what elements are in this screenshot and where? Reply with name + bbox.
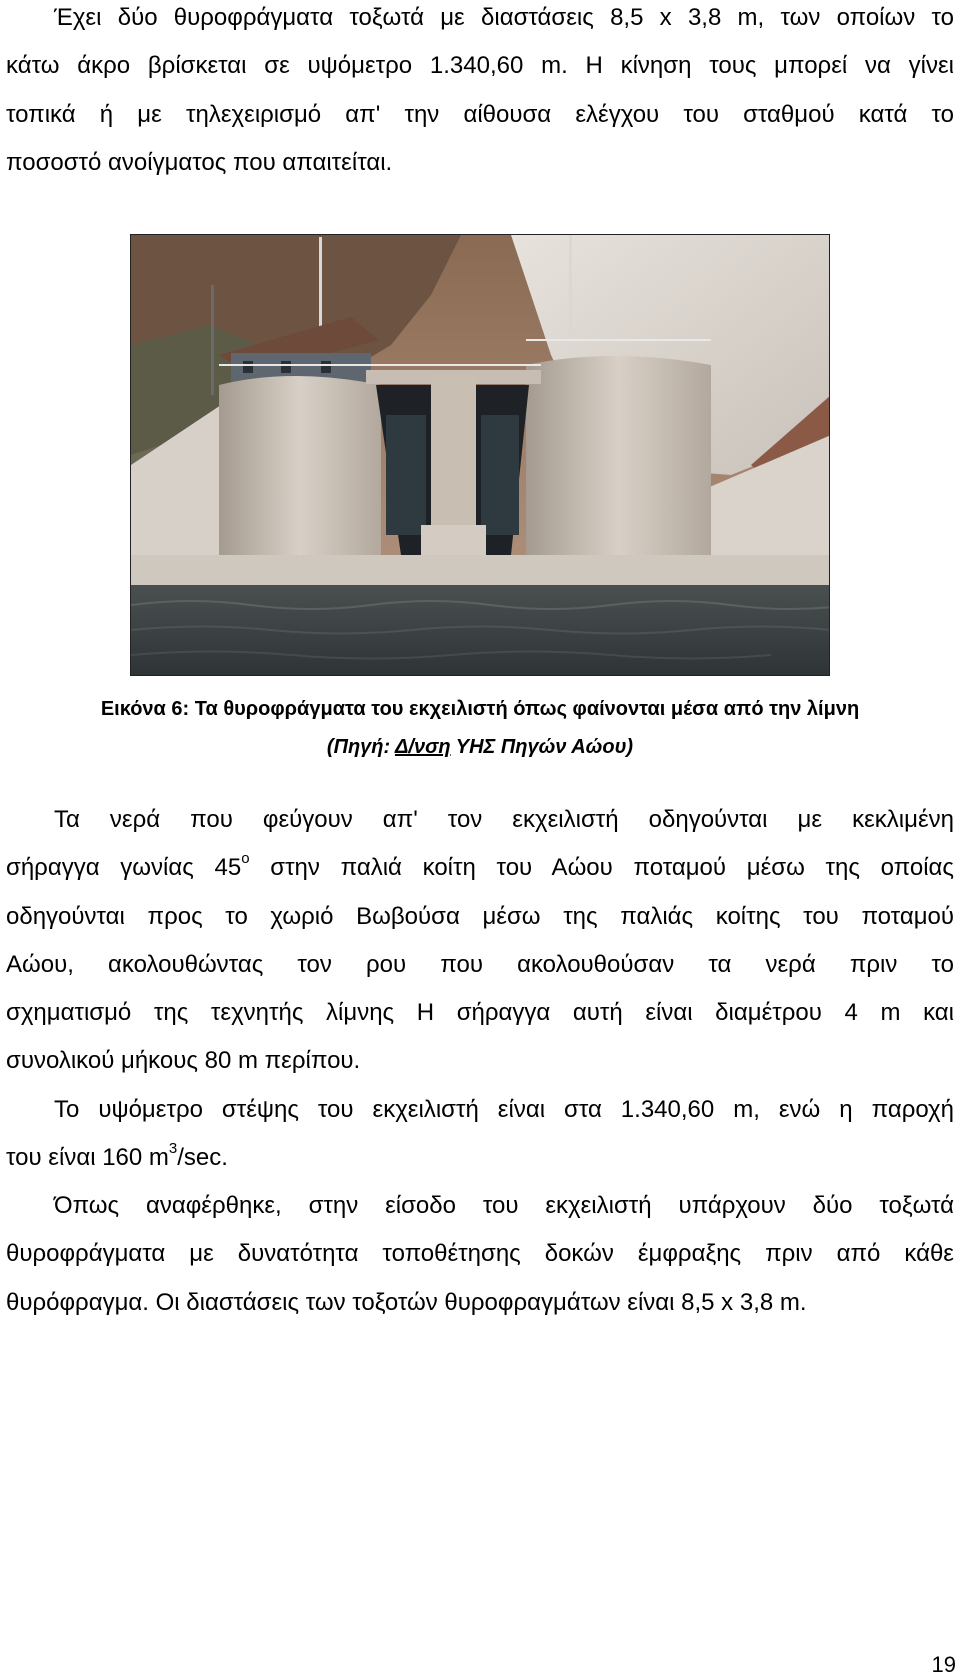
degree-superscript: ο — [241, 850, 250, 868]
paragraph-2 — [6, 796, 954, 1086]
text-line: θυρόφραγμα. Οι διαστάσεις των τοξοτών θυροφραγμάτων είναι 8,5 x 3,8 m. — [6, 1288, 807, 1316]
text-fragment: του είναι 160 m — [6, 1144, 169, 1172]
source-underlined: Δ/νση — [394, 736, 451, 758]
spillway-gates-photo — [130, 234, 830, 676]
text-line: οδηγούνται προς το χωριό Βωβούσα μέσω της παλιάς κοίτης του ποταμού — [6, 902, 954, 930]
text-line: Έχει δύο θυροφράγματα τοξωτά με διαστάσεις 8,5 x 3,8 m, των οποίων το — [54, 4, 954, 31]
figure-source — [0, 736, 960, 759]
text-line: σχηματισμό της τεχνητής λίμνης Η σήραγγα αυτή είναι διαμέτρου 4 m και — [6, 999, 954, 1027]
text-fragment: /sec. — [177, 1144, 228, 1172]
text-line: θυροφράγματα με δυνατότητα τοποθέτησης δοκών έμφραξης πριν από κάθε — [6, 1240, 954, 1268]
source-suffix: ΥΗΣ Πηγών Αώου) — [450, 736, 634, 758]
figure-caption: Εικόνα 6: Τα θυροφράγματα του εκχειλιστή όπως φαίνονται μέσα από την λίμνη — [100, 698, 860, 720]
text-fragment: στην παλιά κοίτη του Αώου ποταμού μέσω της οποίας — [249, 854, 954, 882]
paragraph-3 — [6, 1086, 954, 1183]
text-line: ποσοστό ανοίγματος που απαιτείται. — [6, 148, 393, 176]
paragraph-4 — [6, 1182, 954, 1327]
text-line: συνολικού μήκους 80 m περίπου. — [6, 1047, 361, 1075]
text-line: Τα νερά που φεύγουν απ' τον εκχειλιστή οδηγούνται με κεκλιμένη — [54, 806, 954, 833]
text-line: Όπως αναφέρθηκε, στην είσοδο του εκχειλιστή υπάρχουν δύο τοξωτά — [54, 1192, 954, 1219]
text-line — [6, 1134, 954, 1182]
source-prefix: (Πηγή: — [326, 736, 395, 758]
page-number: 19 — [931, 1652, 956, 1677]
text-line: τοπικά ή με τηλεχειρισμό απ' την αίθουσα ελέγχου του σταθμού κατά το — [6, 100, 954, 128]
text-line: Το υψόμετρο στέψης του εκχειλιστή είναι στα 1.340,60 m, ενώ η παροχή — [54, 1096, 954, 1123]
text-line: κάτω άκρο βρίσκεται σε υψόμετρο 1.340,60 m. Η κίνηση τους μπορεί να γίνει — [6, 52, 954, 80]
text-line: Αώου, ακολουθώντας τον ρου που ακολουθούσαν τα νερά πριν το — [6, 950, 954, 978]
text-fragment: σήραγγα γωνίας 45 — [6, 854, 242, 882]
top-paragraph — [6, 0, 954, 187]
cubic-superscript: 3 — [168, 1140, 178, 1158]
text-line — [6, 844, 954, 892]
